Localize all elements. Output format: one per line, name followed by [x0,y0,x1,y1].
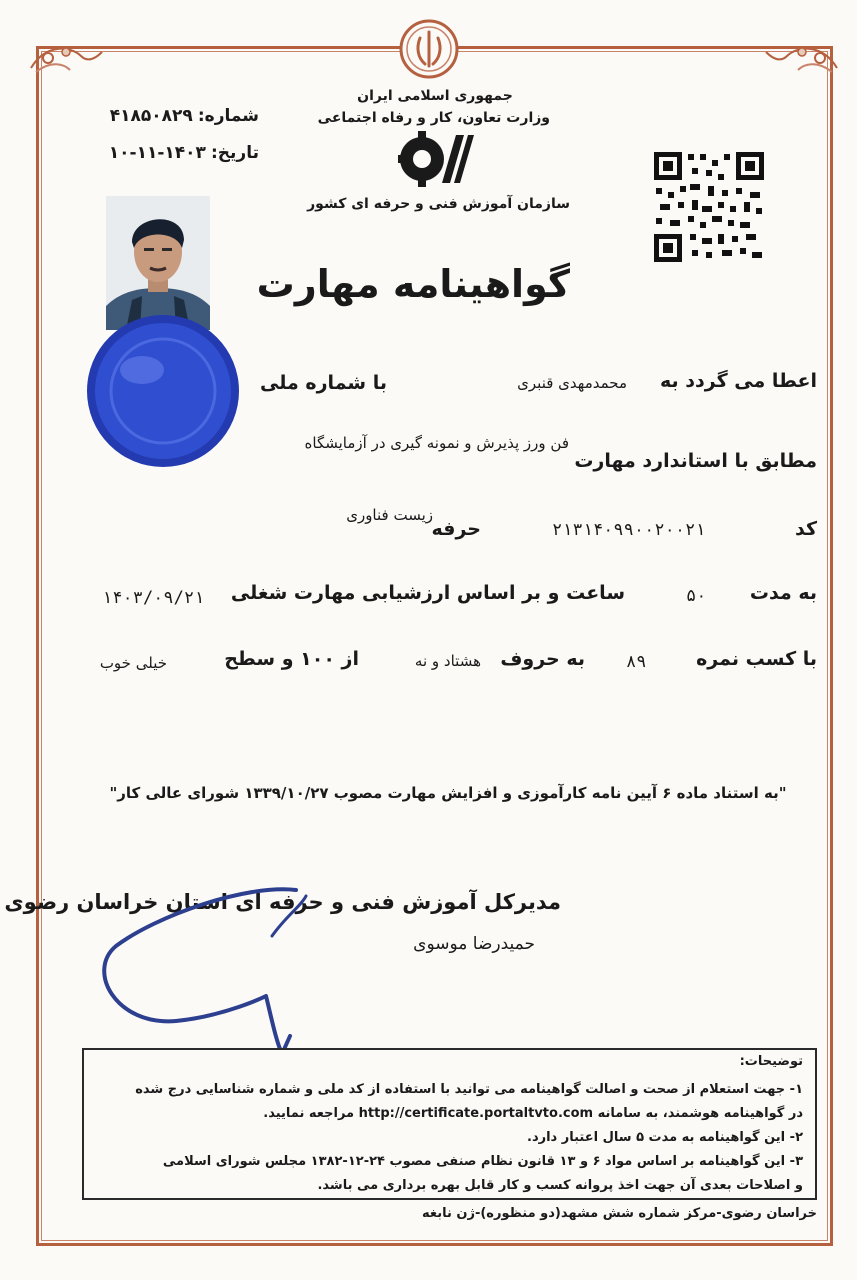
number-value: ۴۱۸۵۰۸۲۹ [109,106,193,126]
note-line-5: و اصلاحات بعدی آن جهت اخذ پروانه کسب و کار قابل بهره برداری می باشد. [317,1178,803,1193]
number-label: شماره: [197,106,259,126]
letters-label: به حروف [500,648,585,670]
tvto-logo-icon [398,127,474,191]
national-id-label: با شماره ملی [260,372,387,394]
note-line-2: در گواهینامه هوشمند، به سامانه http://certificate.portaltvto.com مراجعه نمایید. [263,1106,803,1121]
out-of-label: از ۱۰۰ و سطح [224,648,359,670]
standard-value: فن ورز پذیرش و نمونه گیری در آزمایشگاه [304,434,569,452]
signatory-name: حمیدرضا موسوی [413,934,535,954]
hours-label: ساعت و بر اساس ارزشیابی مهارت شغلی [230,582,625,604]
signatory-position: مدیرکل آموزش فنی و حرفه ای استان خراسان رضوی [4,890,561,914]
trade-label: حرفه [431,518,481,540]
certificate-date [109,143,259,163]
corner-ornament-left-icon [26,38,106,84]
iran-emblem-icon [398,18,460,80]
corner-ornament-right-icon [762,38,842,84]
duration-label: به مدت [749,582,817,604]
certificate-title: گواهینامه مهارت [256,262,570,306]
handwritten-signature [96,876,326,1066]
note-line-1: ۱- جهت استعلام از صحت و اصالت گواهینامه می توانید با استفاده از کد ملی و شماره شناسایی درج شده [135,1082,803,1097]
footer-center: خراسان رضوی-مرکز شماره شش مشهد(دو منظوره)-ژن نابغه [422,1206,817,1221]
notes-heading: توضیحات: [739,1054,803,1069]
assessment-date: ۱۴۰۳/۰۹/۲۱ [102,588,205,608]
date-label: تاریخ: [211,143,259,163]
person-photo [106,196,210,330]
date-value: ۱۴۰۳-۱۱-۱۰ [108,143,206,163]
standard-label: مطابق با استاندارد مهارت [574,450,817,472]
duration-value: ۵۰ [686,586,707,606]
trade-value: زیست فناوری [346,506,433,524]
ministry-name: وزارت تعاون، کار و رفاه اجتماعی [317,110,550,126]
notes-box [82,1048,817,1200]
certificate-number [110,106,259,126]
note-line-4: ۳- این گواهینامه بر اساس مواد ۶ و ۱۳ قانون نظام صنفی مصوب ۲۴-۱۲-۱۳۸۲ مجلس شورای اسلامی [162,1154,803,1169]
country-name: جمهوری اسلامی ایران [357,88,513,104]
blue-stamp [84,312,242,470]
letters-value: هشتاد و نه [414,652,481,670]
level-value: خیلی خوب [99,654,167,672]
score-label: با کسب نمره [696,648,817,670]
awarded-name: محمدمهدی قنبری [517,374,627,392]
code-value: ۲۱۳۱۴۰۹۹۰۰۲۰۰۲۱ [552,520,706,540]
organization-name: سازمان آموزش فنی و حرفه ای کشور [307,196,570,212]
score-value: ۸۹ [626,652,647,672]
regulation-text: "به استناد ماده ۶ آیین نامه کارآموزی و افزایش مهارت مصوب ۱۳۳۹/۱۰/۲۷ شورای عالی کار" [109,784,787,802]
note-line-3: ۲- این گواهینامه به مدت ۵ سال اعتبار دارد. [527,1130,803,1145]
awarded-label: اعطا می گردد به [660,370,817,392]
qr-code-icon [652,150,766,264]
code-label: کد [794,518,817,540]
